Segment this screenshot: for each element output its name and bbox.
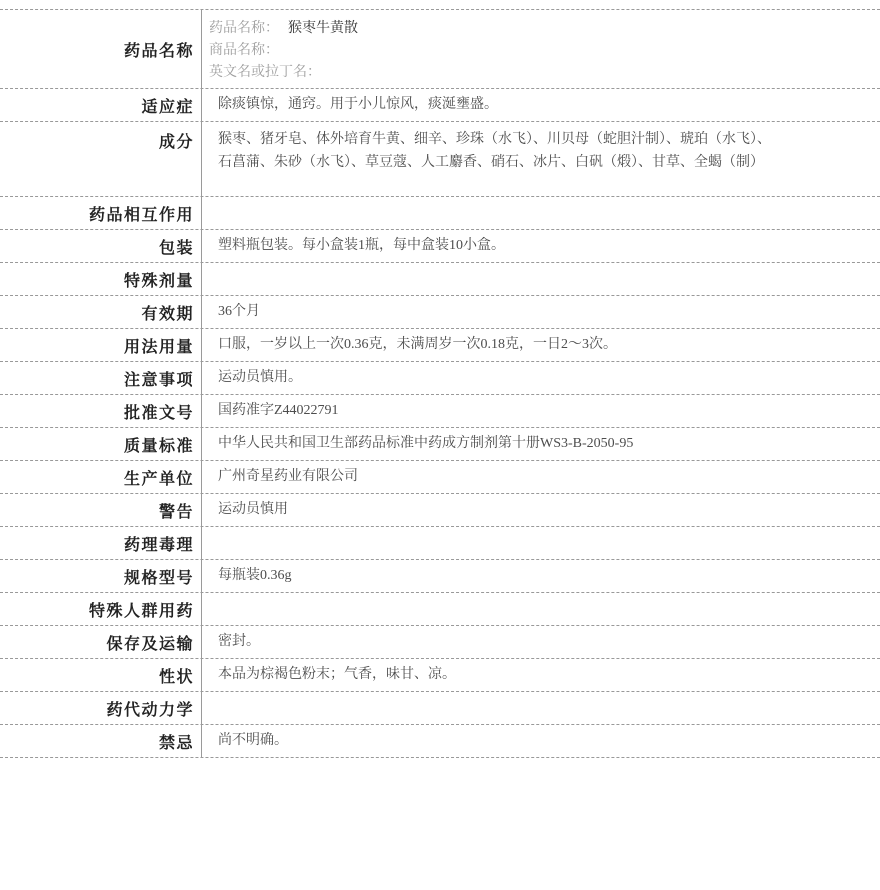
- row-approval-number: [0, 395, 880, 428]
- row-label: 生产单位: [0, 461, 202, 493]
- row-label: 特殊剂量: [0, 263, 202, 295]
- row-precautions: [0, 362, 880, 395]
- row-warning: [0, 494, 880, 527]
- row-storage-transport: [0, 626, 880, 659]
- row-manufacturer: [0, 461, 880, 494]
- row-value: [202, 197, 880, 229]
- trade-name-line: 商品名称：: [209, 43, 279, 58]
- row-value: 尚不明确。: [218, 733, 288, 748]
- row-quality-standard: [0, 428, 880, 461]
- row-label: 批准文号: [0, 395, 202, 427]
- row-value: 广州奇星药业有限公司: [218, 469, 358, 484]
- drug-name-line: [209, 18, 868, 40]
- row-description: [0, 659, 880, 692]
- latin-name-line: 英文名或拉丁名：: [209, 65, 321, 80]
- drug-name-prefix: 药品名称：: [209, 21, 279, 36]
- row-label: 药代动力学: [0, 692, 202, 724]
- row-value: 运动员慎用: [218, 502, 288, 517]
- row-value: 塑料瓶包装。每小盒装1瓶，每中盒装10小盒。: [218, 238, 505, 253]
- row-label: 药品名称: [0, 10, 202, 88]
- row-packaging: [0, 230, 880, 263]
- row-label: 规格型号: [0, 560, 202, 592]
- row-specification: [0, 560, 880, 593]
- row-value: 中华人民共和国卫生部药品标准中药成方制剂第十册WS3-B-2050-95: [218, 436, 634, 451]
- row-shelf-life: [0, 296, 880, 329]
- row-value: 口服，一岁以上一次0.36克，未满周岁一次0.18克，一日2～3次。: [218, 337, 617, 352]
- row-label: 保存及运输: [0, 626, 202, 658]
- row-value: [202, 527, 880, 559]
- row-drug-interactions: [0, 197, 880, 230]
- row-drug-name: [0, 10, 880, 89]
- row-value: [202, 593, 880, 625]
- drug-name-text: 猴枣牛黄散: [288, 21, 358, 36]
- row-label: 警告: [0, 494, 202, 526]
- row-pharmacokinetics: [0, 692, 880, 725]
- row-value: [202, 692, 880, 724]
- row-label: 药理毒理: [0, 527, 202, 559]
- row-value: 36个月: [218, 304, 260, 319]
- row-value: 国药准字Z44022791: [218, 403, 339, 418]
- row-value: [202, 263, 880, 295]
- row-value: [202, 10, 880, 88]
- row-label: 质量标准: [0, 428, 202, 460]
- drug-info-table: [0, 9, 880, 758]
- row-value: [202, 122, 880, 196]
- row-special-populations: [0, 593, 880, 626]
- composition-text: 猴枣、猪牙皂、体外培育牛黄、细辛、珍珠（水飞）、川贝母（蛇胆汁制）、琥珀（水飞）、石菖蒲、朱砂（水飞）、草豆蔻、人工麝香、硝石、冰片、白矾（煅）、甘草、全蝎（制）: [218, 132, 771, 170]
- row-label: 药品相互作用: [0, 197, 202, 229]
- row-pharmacology-toxicology: [0, 527, 880, 560]
- row-label: 注意事项: [0, 362, 202, 394]
- row-label: 禁忌: [0, 725, 202, 757]
- row-value: 每瓶装0.36g: [218, 568, 292, 583]
- row-value: 密封。: [218, 634, 260, 649]
- row-contraindications: [0, 725, 880, 758]
- row-label: 适应症: [0, 89, 202, 121]
- row-label: 有效期: [0, 296, 202, 328]
- row-label: 成分: [0, 122, 202, 196]
- row-value: 除痰镇惊，通窍。用于小儿惊风，痰涎壅盛。: [218, 97, 498, 112]
- row-composition: [0, 122, 880, 197]
- row-label: 性状: [0, 659, 202, 691]
- row-indications: [0, 89, 880, 122]
- row-label: 包装: [0, 230, 202, 262]
- row-special-dosage: [0, 263, 880, 296]
- row-value: 本品为棕褐色粉末；气香，味甘、凉。: [218, 667, 456, 682]
- row-label: 特殊人群用药: [0, 593, 202, 625]
- row-value: 运动员慎用。: [218, 370, 302, 385]
- row-dosage-usage: [0, 329, 880, 362]
- row-label: 用法用量: [0, 329, 202, 361]
